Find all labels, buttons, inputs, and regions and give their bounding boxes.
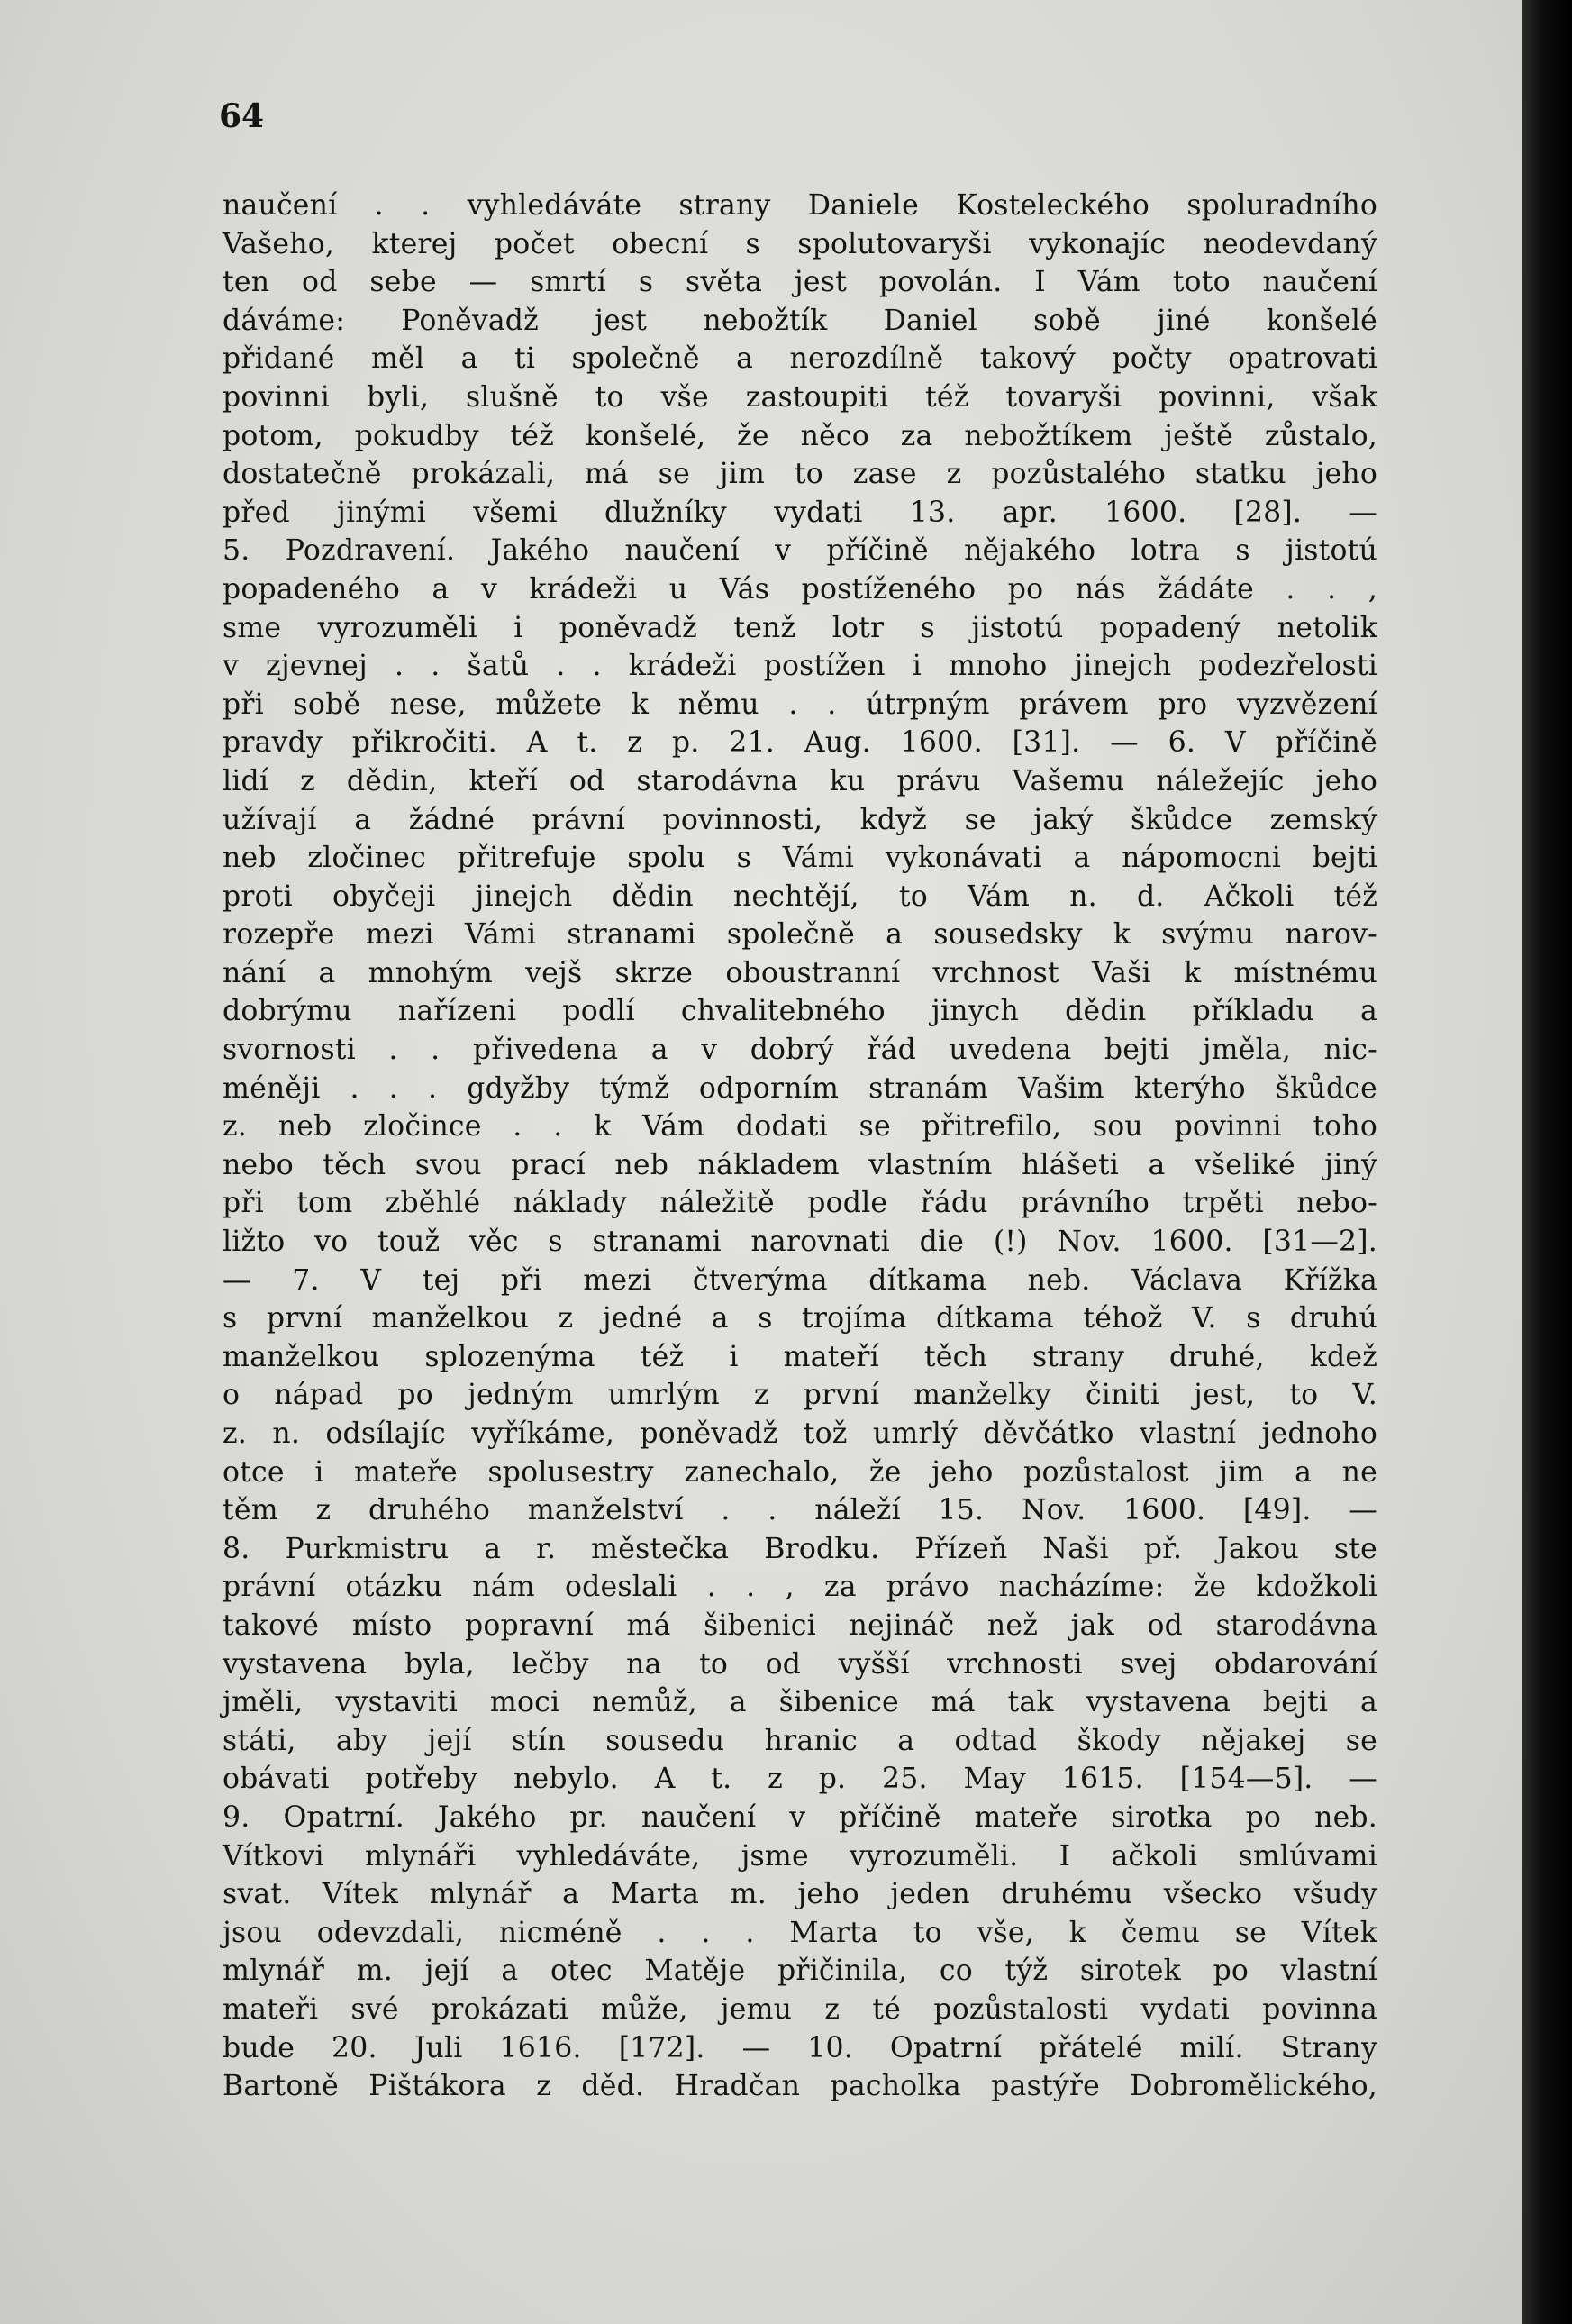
text-line: státi, aby její stín sousedu hranic a odtad škody nějakej se xyxy=(223,1724,1377,1757)
body-text xyxy=(223,187,1377,2106)
text-line: nání a mnohým vejš skrze oboustranní vrchnost Vaši k místnému xyxy=(223,956,1377,989)
text-line: nebo těch svou prací neb nákladem vlastním hlášeti a všeliké jiný xyxy=(223,1148,1377,1181)
text-line: — 7. V tej při mezi čtverýma dítkama neb. Václava Křížka xyxy=(223,1263,1377,1297)
text-line: jsou odevzdali, nicméně . . . Marta to vše, k čemu se Vítek xyxy=(223,1916,1377,1949)
text-line: z. n. odsílajíc vyříkáme, poněvadž tož umrlý děvčátko vlastní jednoho xyxy=(223,1417,1377,1450)
text-line: 9. Opatrní. Jakého pr. naučení v příčině mateře sirotka po neb. xyxy=(223,1800,1377,1834)
text-line: proti obyčeji jinejch dědin nechtějí, to Vám n. d. Ačkoli též xyxy=(223,879,1377,913)
text-line: těm z druhého manželství . . náleží 15. Nov. 1600. [49]. — xyxy=(223,1494,1377,1527)
text-line: takové místo popravní má šibenici nejináč než jak od starodávna xyxy=(223,1609,1377,1642)
text-line: o nápad po jedným umrlým z první manželky činiti jest, to V. xyxy=(223,1379,1377,1412)
text-line: ližto vo touž věc s stranami narovnati die (!) Nov. 1600. [31—2]. xyxy=(223,1226,1377,1259)
text-line: právní otázku nám odeslali . . , za právo nacházíme: že kdožkoli xyxy=(223,1571,1377,1604)
text-line: sme vyrozuměli i poněvadž tenž lotr s jistotú popadený netolik xyxy=(223,611,1377,644)
text-line: potom, pokudby též konšelé, že něco za nebožtíkem ještě zůstalo, xyxy=(223,419,1377,452)
text-line: s první manželkou z jedné a s trojíma dítkama téhož V. s druhú xyxy=(223,1302,1377,1335)
text-line: manželkou splozenýma též i mateří těch strany druhé, kdež xyxy=(223,1340,1377,1373)
text-line: pravdy přikročiti. A t. z p. 21. Aug. 1600. [31]. — 6. V příčině xyxy=(223,726,1377,760)
text-line: přidané měl a ti společně a nerozdílně takový počty opatrovati xyxy=(223,342,1377,376)
text-line: 5. Pozdravení. Jakého naučení v příčině nějakého lotra s jistotú xyxy=(223,534,1377,568)
text-line: povinni byli, slušně to vše zastoupiti též tovaryši povinni, však xyxy=(223,380,1377,414)
text-line: otce i mateře spolusestry zanechalo, že jeho pozůstalost jim a ne xyxy=(223,1455,1377,1489)
text-line: před jinými všemi dlužníky vydati 13. apr. 1600. [28]. — xyxy=(223,496,1377,529)
text-line: neb zločinec přitrefuje spolu s Vámi vykonávati a nápomocni bejti xyxy=(223,842,1377,875)
text-line: 8. Purkmistru a r. městečka Brodku. Přízeň Naši př. Jakou ste xyxy=(223,1532,1377,1565)
text-line: při tom zběhlé náklady náležitě podle řádu právního trpěti nebo- xyxy=(223,1187,1377,1220)
text-line: dobrýmu nařízeni podlí chvalitebného jinych dědin příkladu a xyxy=(223,995,1377,1028)
text-line: ten od sebe — smrtí s světa jest povolán. I Vám toto naučení xyxy=(223,266,1377,299)
text-line: při sobě nese, můžete k němu . . útrpným právem pro vyzvězení xyxy=(223,688,1377,721)
text-line: jměli, vystaviti moci nemůž, a šibenice má tak vystavena bejti a xyxy=(223,1686,1377,1719)
text-line: Vítkovi mlynáři vyhledáváte, jsme vyrozuměli. I ačkoli smlúvami xyxy=(223,1839,1377,1873)
text-line: z. neb zločince . . k Vám dodati se přitrefilo, sou povinni toho xyxy=(223,1110,1377,1144)
text-line: Vašeho, kterej počet obecní s spolutovaryši vykonajíc neodevdaný xyxy=(223,227,1377,260)
text-line: užívají a žádné právní povinnosti, když se jaký škůdce zemský xyxy=(223,803,1377,836)
text-line: lidí z dědin, kteří od starodávna ku právu Vašemu náležejíc jeho xyxy=(223,764,1377,797)
text-line: mlynář m. její a otec Matěje přičinila, co týž sirotek po vlastní xyxy=(223,1955,1377,1988)
scan-dark-edge xyxy=(1522,0,1572,2324)
text-line: mateři své prokázati může, jemu z té pozůstalosti vydati povinna xyxy=(223,1992,1377,2026)
text-line: dáváme: Poněvadž jest nebožtík Daniel sobě jiné konšelé xyxy=(223,304,1377,337)
text-line: v zjevnej . . šatů . . krádeži postížen i mnoho jinejch podezřelosti xyxy=(223,650,1377,683)
page-number: 64 xyxy=(219,97,265,135)
text-line: svat. Vítek mlynář a Marta m. jeho jeden druhému všecko všudy xyxy=(223,1878,1377,1911)
text-line: rozepře mezi Vámi stranami společně a sousedsky k svýmu narov- xyxy=(223,918,1377,952)
text-line: bude 20. Juli 1616. [172]. — 10. Opatrní přátelé milí. Strany xyxy=(223,2031,1377,2064)
text-line: vystavena byla, lečby na to od vyšší vrchnosti svej obdarování xyxy=(223,1647,1377,1681)
text-line: svornosti . . přivedena a v dobrý řád uvedena bejti jměla, nic- xyxy=(223,1034,1377,1067)
text-line: obávati potřeby nebylo. A t. z p. 25. May 1615. [154—5]. — xyxy=(223,1763,1377,1796)
text-line: Bartoně Pištákora z děd. Hradčan pacholka pastýře Dobromělického, xyxy=(223,2070,1377,2103)
text-line: méněji . . . gdyžby týmž odporním stranám Vašim kterýho škůdce xyxy=(223,1071,1377,1105)
text-line: popadeného a v krádeži u Vás postíženého po nás žádáte . . , xyxy=(223,572,1377,606)
text-line: naučení . . vyhledáváte strany Daniele Kosteleckého spoluradního xyxy=(223,189,1377,222)
text-line: dostatečně prokázali, má se jim to zase z pozůstalého statku jeho xyxy=(223,458,1377,491)
